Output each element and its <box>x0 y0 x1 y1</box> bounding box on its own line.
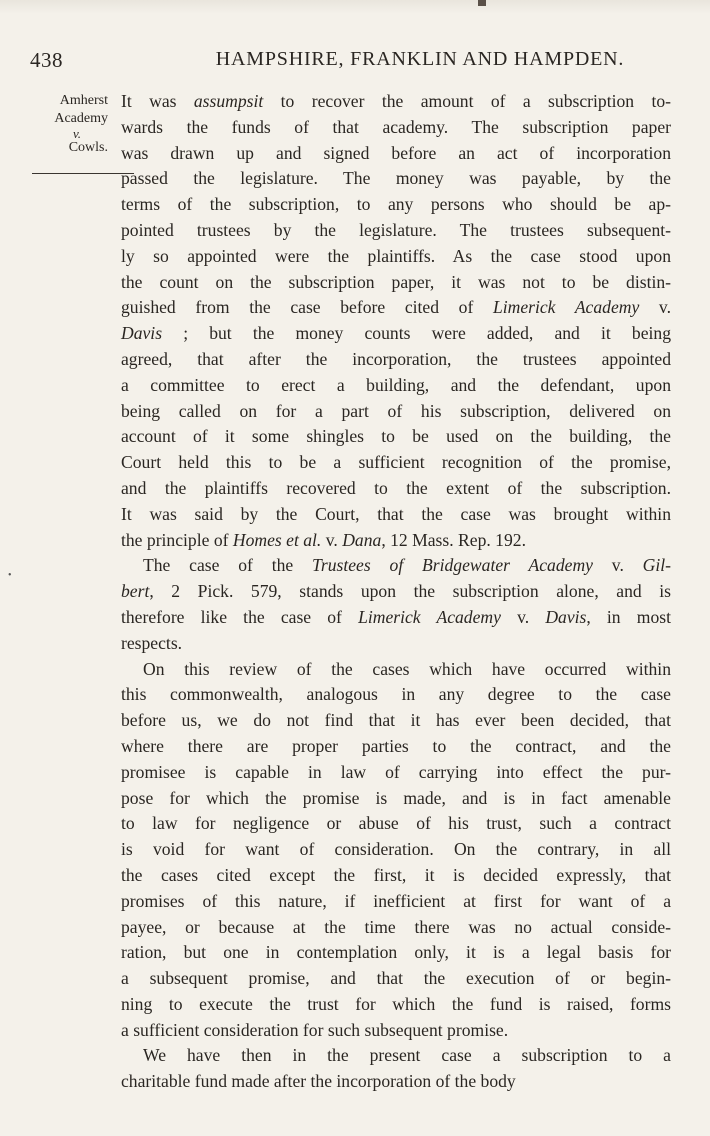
text-line: payee, or because at the time there was no actual conside- <box>121 916 671 937</box>
text-line: therefore like the case of Limerick Academy v. Davis, in most <box>121 606 671 627</box>
margin-note-line: Amherst <box>59 93 108 108</box>
text-line: to law for negligence or abuse of his trust, such a contract <box>121 813 671 834</box>
text-line: Davis ; but the money counts were added, and it being <box>121 323 671 344</box>
text-line: this commonwealth, analogous in any degree to the case <box>121 684 671 705</box>
text-line: was drawn up and signed before an act of incorporation <box>121 142 671 163</box>
text-line: Court held this to be a sufficient recognition of the promise, <box>121 452 671 473</box>
text-line: account of it some shingles to be used on the building, the <box>121 426 671 447</box>
text-line: It was said by the Court, that the case was brought within <box>121 503 671 524</box>
text-line: passed the legislature. The money was payable, by the <box>121 168 671 189</box>
text-line: the count on the subscription paper, it was not to be distin- <box>121 271 671 292</box>
text-line: being called on for a part of his subscription, delivered on <box>121 400 671 421</box>
text-line: agreed, that after the incorporation, the trustees appointed <box>121 348 671 369</box>
text-line: before us, we do not find that it has ever been decided, that <box>121 710 671 731</box>
margin-note-line: Academy <box>54 111 108 126</box>
text-line: the cases cited except the first, it is decided expressly, that <box>121 864 671 885</box>
text-line: the principle of Homes et al. v. Dana, 12 Mass. Rep. 192. <box>121 529 526 550</box>
margin-case-note <box>30 92 108 157</box>
text-line: pointed trustees by the legislature. The trustees subsequent- <box>121 219 671 240</box>
text-line: bert, 2 Pick. 579, stands upon the subscription alone, and is <box>121 581 671 602</box>
text-line: promisee is capable in law of carrying into effect the pur- <box>121 761 671 782</box>
text-line: respects. <box>121 632 183 653</box>
paragraph-start-line: We have then in the present case a subscription to a <box>143 1045 671 1066</box>
text-line: charitable fund made after the incorporation of the body <box>121 1071 516 1092</box>
margin-rule <box>32 173 134 174</box>
text-line: ly so appointed were the plaintiffs. As the case stood upon <box>121 245 671 266</box>
body-text <box>121 89 671 1095</box>
margin-note-versus: v. <box>72 126 82 141</box>
paragraph-start-line: The case of the Trustees of Bridgewater Academy v. Gil- <box>143 555 671 576</box>
text-line: where there are proper parties to the contract, and the <box>121 735 671 756</box>
text-line: guished from the case before cited of Limerick Academy v. <box>121 297 671 318</box>
text-line: promises of this nature, if inefficient at first for want of a <box>121 890 671 911</box>
text-line: a sufficient consideration for such subsequent promise. <box>121 1019 509 1040</box>
page-header <box>30 44 680 84</box>
text-line: a subsequent promise, and that the execution of or begin- <box>121 968 671 989</box>
margin-star-mark: • <box>8 570 12 581</box>
margin-note-line: Cowls. <box>68 140 108 155</box>
running-head: HAMPSHIRE, FRANKLIN AND HAMPDEN. <box>215 48 625 70</box>
paragraph-start-line: On this review of the cases which have occurred within <box>143 658 671 679</box>
text-line: a committee to erect a building, and the defendant, upon <box>121 374 671 395</box>
text-line: and the plaintiffs recovered to the extent of the subscription. <box>121 477 671 498</box>
text-line: is void for want of consideration. On the contrary, in all <box>121 839 671 860</box>
page-edge-mark <box>478 0 486 6</box>
text-line: terms of the subscription, to any persons who should be ap- <box>121 194 671 215</box>
page-number: 438 <box>30 48 63 72</box>
text-line: ning to execute the trust for which the fund is raised, forms <box>121 993 671 1014</box>
text-line: pose for which the promise is made, and is in fact amenable <box>121 787 671 808</box>
text-line: ration, but one in contemplation only, it is a legal basis for <box>121 942 671 963</box>
text-line: wards the funds of that academy. The subscription paper <box>121 116 671 137</box>
text-line: It was assumpsit to recover the amount of a subscription to- <box>121 91 671 111</box>
